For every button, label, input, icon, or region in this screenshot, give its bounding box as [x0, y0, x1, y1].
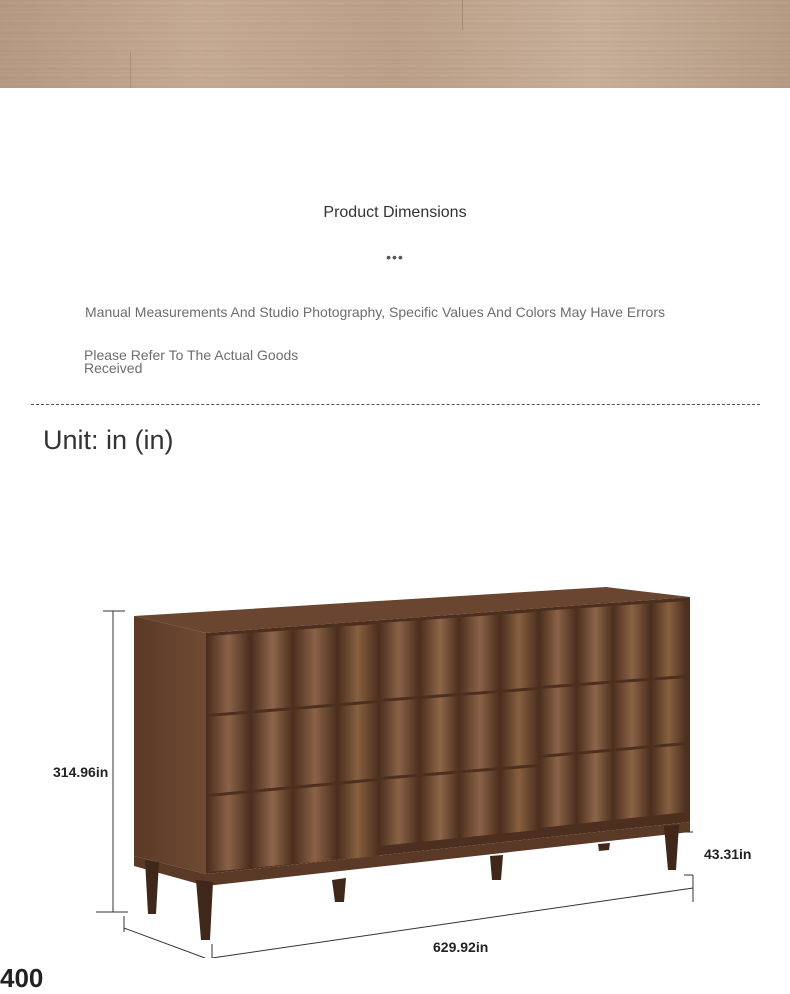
leg — [664, 825, 679, 870]
leg-height-dimension: 43.31in — [704, 846, 752, 862]
dresser-dimension-figure — [0, 560, 790, 993]
disclaimer-line-1: Manual Measurements And Studio Photography, Specific Values And Colors May Have Errors — [85, 304, 665, 320]
wood-seam — [462, 0, 463, 30]
unit-label: Unit: in (in) — [43, 425, 174, 455]
ellipsis-divider: ••• — [386, 249, 404, 265]
wood-texture-banner — [0, 0, 790, 88]
dashed-divider — [31, 404, 760, 405]
wood-seam — [130, 52, 131, 88]
drawer — [540, 678, 686, 755]
width-dimension: 629.92in — [433, 939, 489, 955]
dresser-illustration — [0, 560, 790, 958]
dresser-side — [134, 616, 206, 874]
leg — [490, 855, 503, 880]
depth-dimension: 400 — [0, 963, 44, 993]
drawer — [380, 612, 538, 699]
disclaimer-line-2: Please Refer To The Actual Goods Received — [84, 347, 299, 376]
drawer — [208, 703, 378, 794]
drawer — [540, 601, 686, 686]
drawer — [208, 624, 378, 714]
section-title: Product Dimensions — [323, 204, 467, 221]
leg — [332, 878, 346, 902]
height-dimension: 314.96in — [53, 764, 109, 780]
leg — [145, 860, 159, 914]
drawer — [208, 781, 378, 872]
leg — [196, 880, 213, 940]
leg — [598, 843, 610, 851]
drawer — [380, 690, 538, 777]
